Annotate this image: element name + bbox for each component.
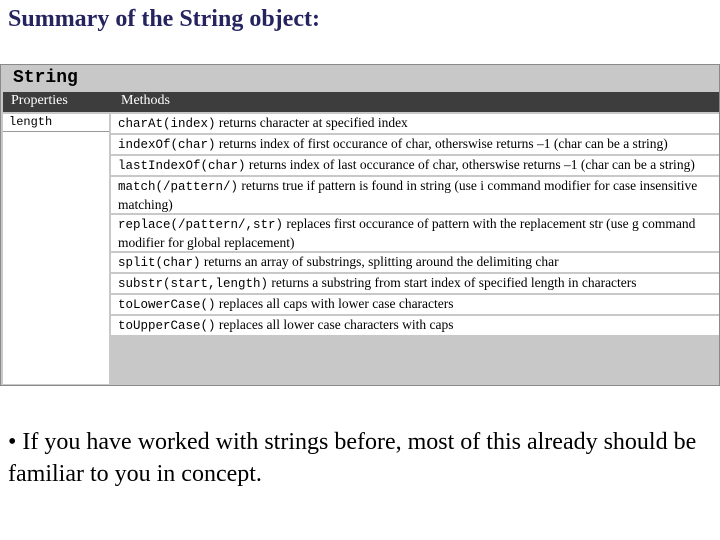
method-signature: substr(start,length) — [118, 277, 269, 291]
method-row — [111, 316, 719, 335]
method-description: replaces all caps with lower case characters — [218, 296, 454, 311]
method-row — [111, 114, 719, 133]
method-row — [111, 295, 719, 314]
string-object-table — [0, 64, 720, 386]
method-row — [111, 274, 719, 293]
property-length: length — [3, 114, 109, 132]
method-description: returns index of last occurance of char, otherswise returns –1 (char can be a string) — [248, 157, 695, 172]
properties-header: Properties — [11, 93, 68, 108]
method-description: returns an array of substrings, splitting around the delimiting char — [203, 254, 559, 269]
method-description: returns character at specified index — [218, 115, 408, 130]
method-signature: replace(/pattern/,str) — [118, 218, 284, 232]
method-row — [111, 135, 719, 154]
method-description: replaces first occurance of pattern with the replacement str (use g command modifier for global replacement) — [118, 216, 696, 250]
method-row — [111, 215, 719, 251]
method-row — [111, 156, 719, 175]
method-row — [111, 177, 719, 213]
method-signature: toLowerCase() — [118, 298, 216, 312]
methods-column — [111, 114, 719, 337]
method-signature: match(/pattern/) — [118, 180, 239, 194]
method-signature: indexOf(char) — [118, 138, 216, 152]
method-signature: split(char) — [118, 256, 201, 270]
properties-column — [3, 114, 109, 384]
method-description: returns a substring from start index of specified length in characters — [271, 275, 637, 290]
method-description: returns index of first occurance of char, otherswise returns –1 (char can be a string) — [218, 136, 668, 151]
class-name: String — [13, 68, 78, 88]
method-signature: lastIndexOf(char) — [118, 159, 246, 173]
method-signature: toUpperCase() — [118, 319, 216, 333]
method-description: replaces all lower case characters with caps — [218, 317, 454, 332]
method-description: returns true if pattern is found in string (use i command modifier for case insensitive matching) — [118, 178, 698, 212]
method-row — [111, 253, 719, 272]
methods-header: Methods — [121, 93, 170, 108]
table-header — [3, 92, 719, 112]
bullet-point: • If you have worked with strings before, most of this already should be familiar to you in concept. — [8, 429, 697, 487]
method-signature: charAt(index) — [118, 117, 216, 131]
slide-title: Summary of the String object: — [8, 6, 320, 32]
